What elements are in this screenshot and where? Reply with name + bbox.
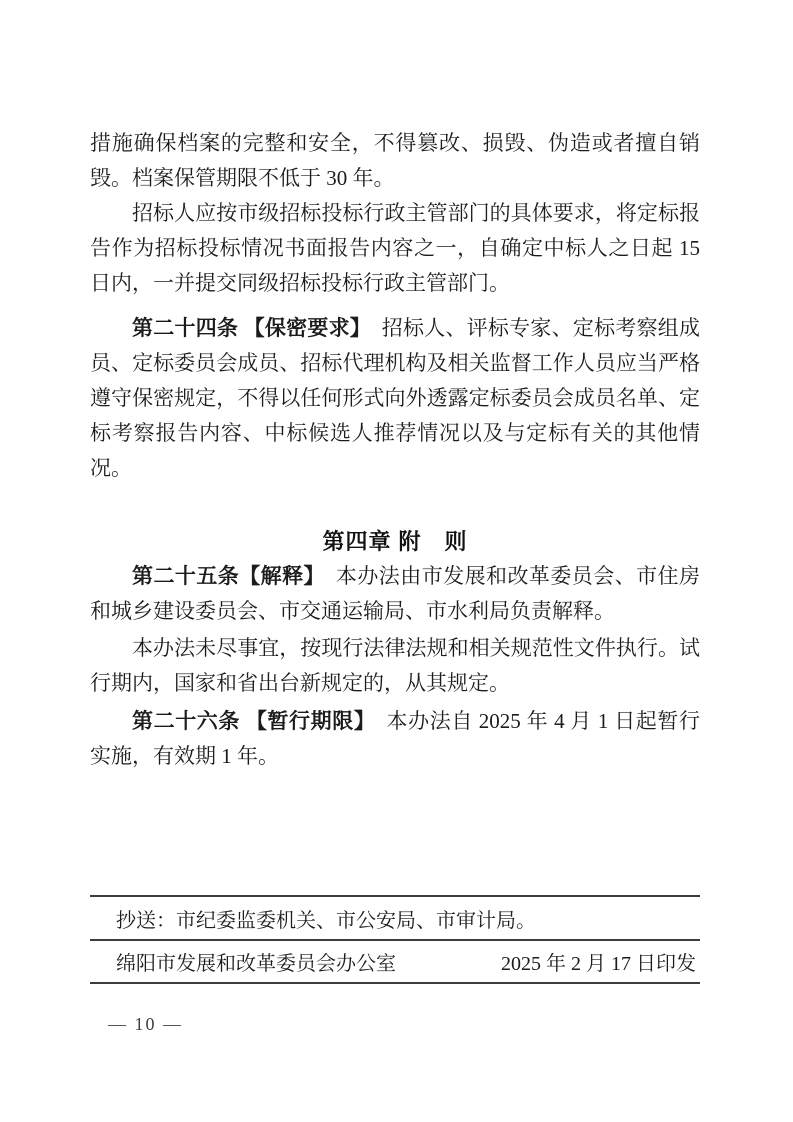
issue-row [90, 939, 700, 982]
page-number: — 10 — [108, 1014, 183, 1034]
issuer-text: 绵阳市发展和改革委员会办公室 [116, 953, 396, 975]
paragraph-article-24 [90, 311, 700, 486]
paragraph-archive-continuation [90, 126, 700, 196]
issue-date-text: 2025 年 2 月 17 日印发 [501, 953, 696, 975]
article-25-head: 第二十五条【解释】 [132, 564, 315, 588]
paragraph-report-requirement [90, 196, 700, 301]
footer-bottom-rule [90, 982, 700, 984]
document-body [90, 126, 700, 774]
paragraph-text: 招标人、评标专家、定标考察组成员、定标委员会成员、招标代理机构及相关监督工作人员应当严格遵守保密规定，不得以任何形式向外透露定标委员会成员名单、定标考察报告内容、中标候选人推荐情况以及与定标有关的其他情况。 [90, 316, 701, 480]
paragraph-text: 本办法未尽事宜，按现行法律法规和相关规范性文件执行。试行期内，国家和省出台新规定的，从其规定。 [90, 636, 700, 695]
cc-text: 抄送：市纪委监委机关、市公安局、市审计局。 [116, 909, 536, 932]
paragraph-unresolved-matters [90, 631, 700, 701]
chapter-heading: 第四章 附 则 [322, 529, 468, 554]
article-26-head: 第二十六条 【暂行期限】 [132, 709, 365, 733]
article-24-head: 第二十四条 【保密要求】 [132, 316, 361, 340]
paragraph-article-25 [90, 559, 700, 629]
paragraph-text: 本办法由市发展和改革委员会、市住房和城乡建设委员会、市交通运输局、市水利局负责解释。 [90, 564, 701, 623]
paragraph-text: 本办法自 2025 年 4 月 1 日起暂行实施，有效期 1 年。 [90, 709, 701, 768]
cc-row [90, 895, 700, 939]
paragraph-article-26 [90, 704, 700, 774]
document-footer [90, 895, 700, 984]
paragraph-text: 招标人应按市级招标投标行政主管部门的具体要求，将定标报告作为招标投标情况书面报告内容之一，自确定中标人之日起 15 日内，一并提交同级招标投标行政主管部门。 [90, 201, 700, 295]
paragraph-text: 措施确保档案的完整和安全，不得篡改、损毁、伪造或者擅自销毁。档案保管期限不低于 30 年。 [90, 131, 700, 190]
